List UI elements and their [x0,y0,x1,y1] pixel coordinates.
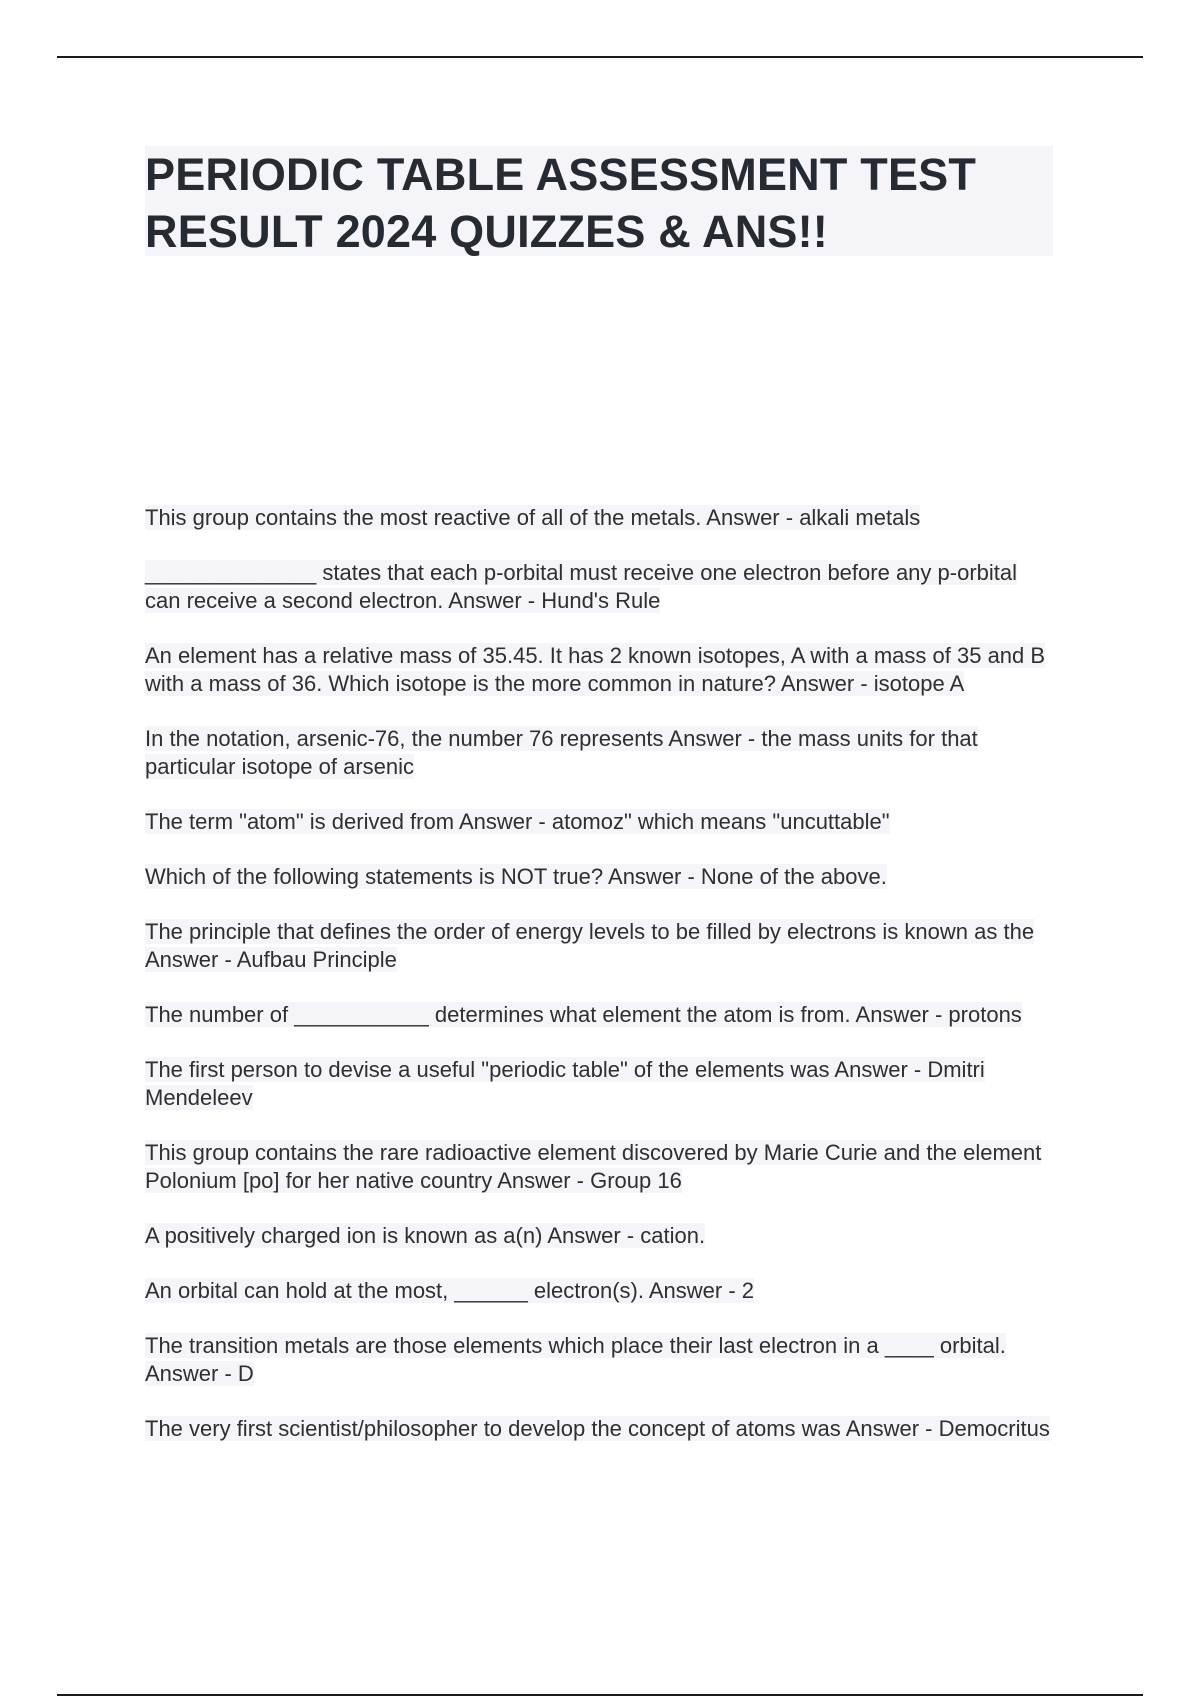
qa-text: The principle that defines the order of energy levels to be filled by electrons is known as the Answer - Aufbau Principle [145,919,1035,972]
qa-text: The transition metals are those elements which place their last electron in a ____ orbital. Answer - D [145,1333,1006,1386]
qa-text: A positively charged ion is known as a(n) Answer - cation. [145,1223,706,1248]
qa-item [145,725,1057,781]
qa-text: The first person to devise a useful "periodic table" of the elements was Answer - Dmitri Mendeleev [145,1057,985,1110]
title-line-1: PERIODIC TABLE ASSESSMENT TEST [145,149,977,200]
qa-text: The number of ___________ determines what element the atom is from. Answer - protons [145,1002,1022,1027]
qa-item [145,1277,1057,1305]
qa-item [145,863,1057,891]
qa-item [145,1332,1057,1388]
qa-text: The term "atom" is derived from Answer - atomoz" which means "uncuttable" [145,809,890,834]
qa-item [145,918,1057,974]
qa-text: The very first scientist/philosopher to develop the concept of atoms was Answer - Democritus [145,1416,1050,1441]
title-line-2: RESULT 2024 QUIZZES & ANS!! [145,206,828,257]
qa-text: ______________ states that each p-orbital must receive one electron before any p-orbital can receive a second electron. Answer - Hund's Rule [145,560,1018,613]
title-block [145,146,1053,256]
qa-item [145,1415,1057,1443]
qa-item [145,1222,1057,1250]
qa-text: This group contains the rare radioactive element discovered by Marie Curie and the element Polonium [po] for her native country Answer - Group 16 [145,1140,1042,1193]
qa-item [145,1001,1057,1029]
document-title [145,146,1053,260]
qa-item [145,642,1057,698]
qa-text: Which of the following statements is NOT true? Answer - None of the above. [145,864,887,889]
qa-text: An orbital can hold at the most, ______ electron(s). Answer - 2 [145,1278,754,1303]
qa-item [145,1056,1057,1112]
qa-text: This group contains the most reactive of all of the metals. Answer - alkali metals [145,505,921,530]
qa-item [145,559,1057,615]
qa-item [145,504,1057,532]
qa-list [145,504,1057,1470]
qa-item [145,1139,1057,1195]
top-rule [57,56,1143,58]
qa-text: An element has a relative mass of 35.45. It has 2 known isotopes, A with a mass of 35 and B with a mass of 36. Which isotope is the more common in nature? Answer - isotope A [145,643,1046,696]
qa-text: In the notation, arsenic-76, the number 76 represents Answer - the mass units for that particular isotope of arsenic [145,726,978,779]
bottom-rule [57,1694,1143,1696]
qa-item [145,808,1057,836]
